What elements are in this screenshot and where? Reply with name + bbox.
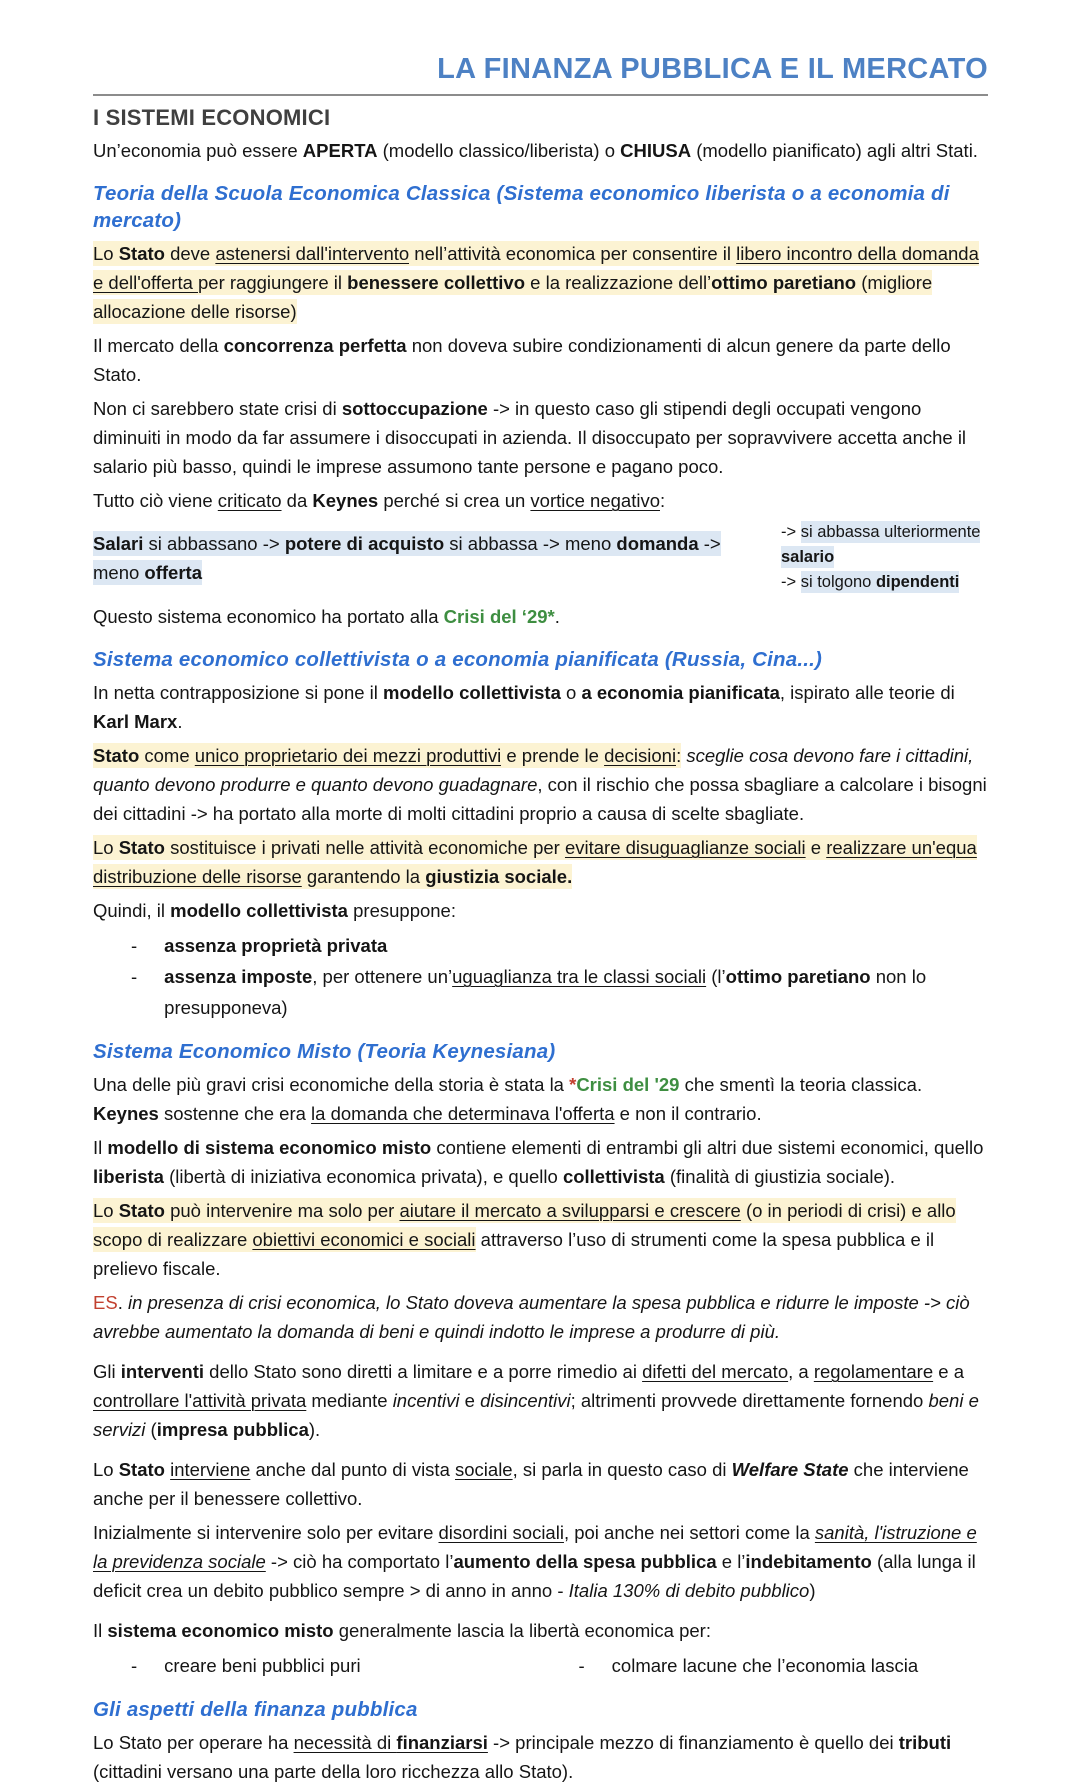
text-run: . <box>177 711 183 732</box>
two-column-list <box>93 1650 988 1681</box>
text-run: unico proprietario dei mezzi produttivi <box>194 745 502 766</box>
text-run: Salari <box>93 532 144 554</box>
list-item-colmare-lacune <box>541 1650 989 1681</box>
text-run: finanziarsi <box>396 1732 488 1753</box>
text-run: interventi <box>120 1361 205 1382</box>
text-run: Stato <box>118 243 165 264</box>
text-run: assenza proprietà privata <box>164 935 388 956</box>
text-run: sanità, l'istruzione e la previdenza sociale <box>93 1522 977 1572</box>
paragraph-crisi-29 <box>93 602 988 631</box>
text-run: dello Stato sono diretti a limitare e a porre rimedio ai <box>204 1361 643 1382</box>
text-run: modello collettivista <box>383 682 561 703</box>
text-run: Inizialmente si intervenire solo per evitare <box>93 1522 439 1543</box>
text-run: * <box>569 1074 577 1095</box>
text-run: -> <box>781 573 801 591</box>
paragraph-sottoccupazione <box>93 394 988 481</box>
text-run: (alla lunga il deficit crea un debito pubblico sempre > di anno in anno - <box>93 1551 976 1601</box>
text-run: Il mercato della <box>93 335 224 356</box>
list-item-beni-pubblici <box>93 1650 541 1681</box>
text-run: presuppone: <box>347 900 456 921</box>
text-run: modello di sistema economico misto <box>107 1137 432 1158</box>
text-run: impresa pubblica <box>156 1419 309 1440</box>
text-run: ). <box>308 1419 321 1440</box>
text-run: non lo presupponeva) <box>164 966 927 1018</box>
text-run: , con il rischio che possa sbagliare a calcolare i bisogni dei cittadini -> ha portato alla morte di molti cittadini proprio a causa di scelte sbagliate. <box>93 774 987 824</box>
text-run: astenersi dall'intervento <box>215 243 410 264</box>
text-run: Stato <box>93 745 140 766</box>
text-run: (migliore allocazione delle risorse) <box>93 272 933 322</box>
text-run: sostituisce i privati nelle attività economiche per <box>164 837 565 858</box>
text-run: , ispirato alle teorie di <box>779 682 955 703</box>
paragraph-spesa-indebitamento <box>93 1518 988 1605</box>
text-run: difetti del mercato <box>642 1361 789 1382</box>
text-run: Lo <box>93 1459 119 1480</box>
text-run: beni e servizi <box>93 1390 979 1440</box>
text-run: Quindi, il <box>93 900 171 921</box>
text-run: si abbassano -> <box>143 532 285 554</box>
list-item-text <box>164 1650 360 1681</box>
text-run: : <box>676 745 682 766</box>
text-run: come <box>139 745 195 766</box>
list-item-assenza-imposte <box>93 961 988 1023</box>
list-item-text <box>612 1650 918 1681</box>
text-run: -> meno <box>93 532 721 583</box>
text-run: la domanda che determinava l'offerta <box>311 1103 615 1124</box>
text-run: Una delle più gravi crisi economiche della storia è stata la <box>93 1074 570 1095</box>
text-run: dipendenti <box>875 573 960 591</box>
text-run: giustizia sociale. <box>425 866 573 887</box>
paragraph-interventi-stato <box>93 1357 988 1444</box>
text-run: , si parla in questo caso di <box>512 1459 732 1480</box>
text-run: ottimo paretiano <box>725 966 871 987</box>
text-run: . <box>117 1292 128 1313</box>
text-run: salario <box>781 548 835 566</box>
text-run: Il <box>93 1137 108 1158</box>
text-run: e l’ <box>716 1551 746 1572</box>
text-run: (modello pianificato) agli altri Stati. <box>691 140 978 161</box>
paragraph-concorrenza-perfetta <box>93 331 988 389</box>
margin-note-line-dipendenti <box>781 570 988 595</box>
text-run: ) <box>809 1580 816 1601</box>
text-run: sistema economico misto <box>107 1620 334 1641</box>
text-run: aiutare il mercato a svilupparsi e crescere <box>399 1200 741 1221</box>
text-run: Crisi del ‘29* <box>443 606 555 627</box>
text-run: ( <box>145 1419 157 1440</box>
paragraph-giustizia-sociale <box>93 833 988 891</box>
paragraph-modello-misto <box>93 1133 988 1191</box>
text-run: Il <box>93 1620 108 1641</box>
paragraph-tributi <box>93 1728 988 1786</box>
subsection-heading-finanza-pubblica: Gli aspetti della finanza pubblica <box>93 1698 418 1721</box>
text-run: aumento della spesa pubblica <box>453 1551 717 1572</box>
list-item-text <box>164 961 988 1023</box>
text-run: concorrenza perfetta <box>223 335 407 356</box>
text-run: : <box>660 490 666 511</box>
text-run: e prende le <box>501 745 605 766</box>
text-run: indebitamento <box>745 1551 872 1572</box>
text-run: decisioni <box>604 745 677 766</box>
text-run: e <box>805 837 827 858</box>
paragraph-stato-intervenire <box>93 1196 988 1283</box>
text-run: , per ottenere un’ <box>312 966 453 987</box>
text-run: ottimo paretiano <box>711 272 857 293</box>
text-run: anche dal punto di vista <box>250 1459 455 1480</box>
subsection-heading-collettivista: Sistema economico collettivista o a economia pianificata (Russia, Cina...) <box>93 648 823 671</box>
text-run: contiene elementi di entrambi gli altri due sistemi economici, quello <box>431 1137 984 1158</box>
margin-note <box>781 520 988 595</box>
text-run: criticato <box>217 490 282 511</box>
text-run: a economia pianificata <box>581 682 780 703</box>
text-run: Keynes <box>312 490 379 511</box>
text-run: , poi anche nei settori come la <box>563 1522 815 1543</box>
text-run: attraverso l’uso di strumenti come la spesa pubblica e il prelievo fiscale. <box>93 1229 935 1279</box>
text-run: che interviene anche per il benessere collettivo. <box>93 1459 969 1509</box>
text-run: Lo Stato per operare ha <box>93 1732 294 1753</box>
text-run: sostenne che era <box>158 1103 312 1124</box>
text-run: collettivista <box>562 1166 665 1187</box>
text-run: e a <box>933 1361 964 1382</box>
text-run: obiettivi economici e sociali <box>252 1229 476 1250</box>
paragraph-catena-salari <box>93 529 769 587</box>
text-run: (libertà di iniziativa economica privata), e quello <box>163 1166 563 1187</box>
text-run: vortice negativo <box>530 490 660 511</box>
text-run: controllare l'attività privata <box>93 1390 307 1411</box>
paragraph-stato-proprietario <box>93 741 988 828</box>
text-run: Crisi del '29 <box>576 1074 680 1095</box>
paragraph-critica-keynes <box>93 486 988 515</box>
text-run: colmare lacune che l’economia lascia <box>611 1655 919 1676</box>
text-run: Stato <box>118 1200 165 1221</box>
document-title: LA FINANZA PUBBLICA E IL MERCATO <box>437 53 988 85</box>
text-run: necessità di <box>293 1732 397 1753</box>
text-run: Welfare State <box>731 1459 849 1480</box>
main-heading: I SISTEMI ECONOMICI <box>93 105 331 130</box>
paragraph-crisi-29-keynes <box>93 1070 988 1128</box>
text-run: -> principale mezzo di finanziamento è quello dei <box>487 1732 899 1753</box>
text-run: si abbassa -> meno <box>444 532 617 554</box>
text-run: Lo <box>93 1200 119 1221</box>
text-run: evitare disuguaglianze sociali <box>564 837 806 858</box>
text-run: perché si crea un <box>378 490 531 511</box>
text-run: Stato <box>118 837 165 858</box>
paragraph-esempio-crisi <box>93 1288 988 1346</box>
text-run: regolamentare <box>813 1361 934 1382</box>
text-run: Un’economia può essere <box>93 140 303 161</box>
text-run: e non il contrario. <box>614 1103 762 1124</box>
paragraph-intro <box>93 136 988 165</box>
text-run: ; altrimenti provvede direttamente fornendo <box>570 1390 929 1411</box>
text-run: potere di acquisto <box>284 532 445 554</box>
text-run: (modello classico/liberista) o <box>377 140 621 161</box>
text-run: Lo <box>93 243 119 264</box>
paragraph-welfare-state <box>93 1455 988 1513</box>
title-divider <box>93 94 988 96</box>
text-run: -> <box>781 523 801 541</box>
text-run: (finalità di giustizia sociale). <box>664 1166 896 1187</box>
text-run: Karl Marx <box>93 711 178 732</box>
text-run: sociale <box>455 1459 513 1480</box>
text-run: garantendo la <box>301 866 426 887</box>
paragraph-liberta-economica <box>93 1616 988 1645</box>
text-run: Keynes <box>93 1103 159 1124</box>
text-run: per raggiungere il <box>198 272 348 293</box>
text-run: uguaglianza tra le classi sociali <box>452 966 707 987</box>
text-run: sottoccupazione <box>341 398 488 419</box>
text-run: sceglie cosa devono fare i cittadini, quanto devono produrre e quanto devono guadagnare <box>93 745 974 795</box>
text-run: Tutto ciò viene <box>93 490 218 511</box>
text-run: -> in questo caso gli stipendi degli occupati vengono diminuiti in modo da far assumere i disoccupati in azienda. Il disoccupato per sopravvivere accetta anche il salario più basso, quindi le imprese assumono tante persone e pagano poco. <box>93 398 967 477</box>
text-run: Italia 130% di debito pubblico <box>568 1580 810 1601</box>
subsection-heading-misto: Sistema Economico Misto (Teoria Keynesiana) <box>93 1040 556 1063</box>
text-run: disordini sociali <box>438 1522 564 1543</box>
text-run: , a <box>788 1361 814 1382</box>
text-run: generalmente lascia la libertà economica per: <box>333 1620 711 1641</box>
text-run: benessere collettivo <box>347 272 526 293</box>
text-run: (o in periodi di crisi) e allo scopo di realizzare <box>93 1200 956 1250</box>
text-run: interviene <box>170 1459 251 1480</box>
text-run: in presenza di crisi economica, lo Stato doveva aumentare la spesa pubblica e ridurre le imposte -> ciò avrebbe aumentato la domanda di beni e quindi indotto le imprese a produrre di più. <box>93 1292 970 1342</box>
text-run: (l’ <box>706 966 726 987</box>
paragraph-modello-presuppone <box>93 896 988 925</box>
list-item-assenza-proprieta <box>93 930 988 961</box>
text-run: Stato <box>118 1459 165 1480</box>
flow-diagram-row <box>93 520 988 595</box>
text-run: ES <box>93 1292 118 1313</box>
text-run: può intervenire ma solo per <box>164 1200 400 1221</box>
bullet-dash: - <box>578 1655 585 1676</box>
text-run: assenza imposte <box>164 966 313 987</box>
text-run: Gli <box>93 1361 121 1382</box>
text-run: creare beni pubblici puri <box>164 1655 361 1676</box>
text-run: nell’attività economica per consentire il <box>409 243 737 264</box>
paragraph-karl-marx <box>93 678 988 736</box>
text-run: non doveva subire condizionamenti di alcun genere da parte dello Stato. <box>93 335 951 385</box>
text-run: disincentivi <box>480 1390 571 1411</box>
text-run: incentivi <box>392 1390 460 1411</box>
list-item-text <box>164 930 387 961</box>
text-run: offerta <box>144 561 202 583</box>
text-run: da <box>281 490 313 511</box>
text-run: (cittadini versano una parte della loro ricchezza allo Stato). <box>93 1761 574 1782</box>
text-run: modello collettivista <box>170 900 348 921</box>
bullet-dash: - <box>131 966 138 987</box>
text-run: tributi <box>898 1732 952 1753</box>
text-run: CHIUSA <box>620 140 692 161</box>
text-run: . <box>554 606 560 627</box>
text-run: deve <box>164 243 216 264</box>
text-run: domanda <box>616 532 699 554</box>
text-run: si tolgono <box>800 573 876 591</box>
text-run: libero incontro della domanda e dell'offerta <box>93 243 979 293</box>
text-run: Questo sistema economico ha portato alla <box>93 606 444 627</box>
bullet-dash: - <box>131 935 138 956</box>
text-run: che smentì la teoria classica. <box>679 1074 923 1095</box>
text-run: In netta contrapposizione si pone il <box>93 682 384 703</box>
subsection-heading-teoria-classica: Teoria della Scuola Economica Classica (Sistema economico liberista o a economia di mercato) <box>93 182 950 232</box>
text-run: si abbassa ulteriormente <box>800 523 981 541</box>
margin-note-line-salario <box>781 520 988 570</box>
text-run: realizzare un'equa distribuzione delle risorse <box>93 837 977 887</box>
text-run: o <box>560 682 582 703</box>
text-run: APERTA <box>302 140 378 161</box>
text-run: -> ciò ha comportato l’ <box>265 1551 454 1572</box>
text-run: Non ci sarebbero state crisi di <box>93 398 342 419</box>
text-run: e la realizzazione dell’ <box>525 272 712 293</box>
text-run: mediante <box>306 1390 393 1411</box>
text-run: liberista <box>93 1166 164 1187</box>
bullet-dash: - <box>131 1655 138 1676</box>
text-run: Lo <box>93 837 119 858</box>
paragraph-stato-astenersi <box>93 239 988 326</box>
text-run: e <box>459 1390 481 1411</box>
